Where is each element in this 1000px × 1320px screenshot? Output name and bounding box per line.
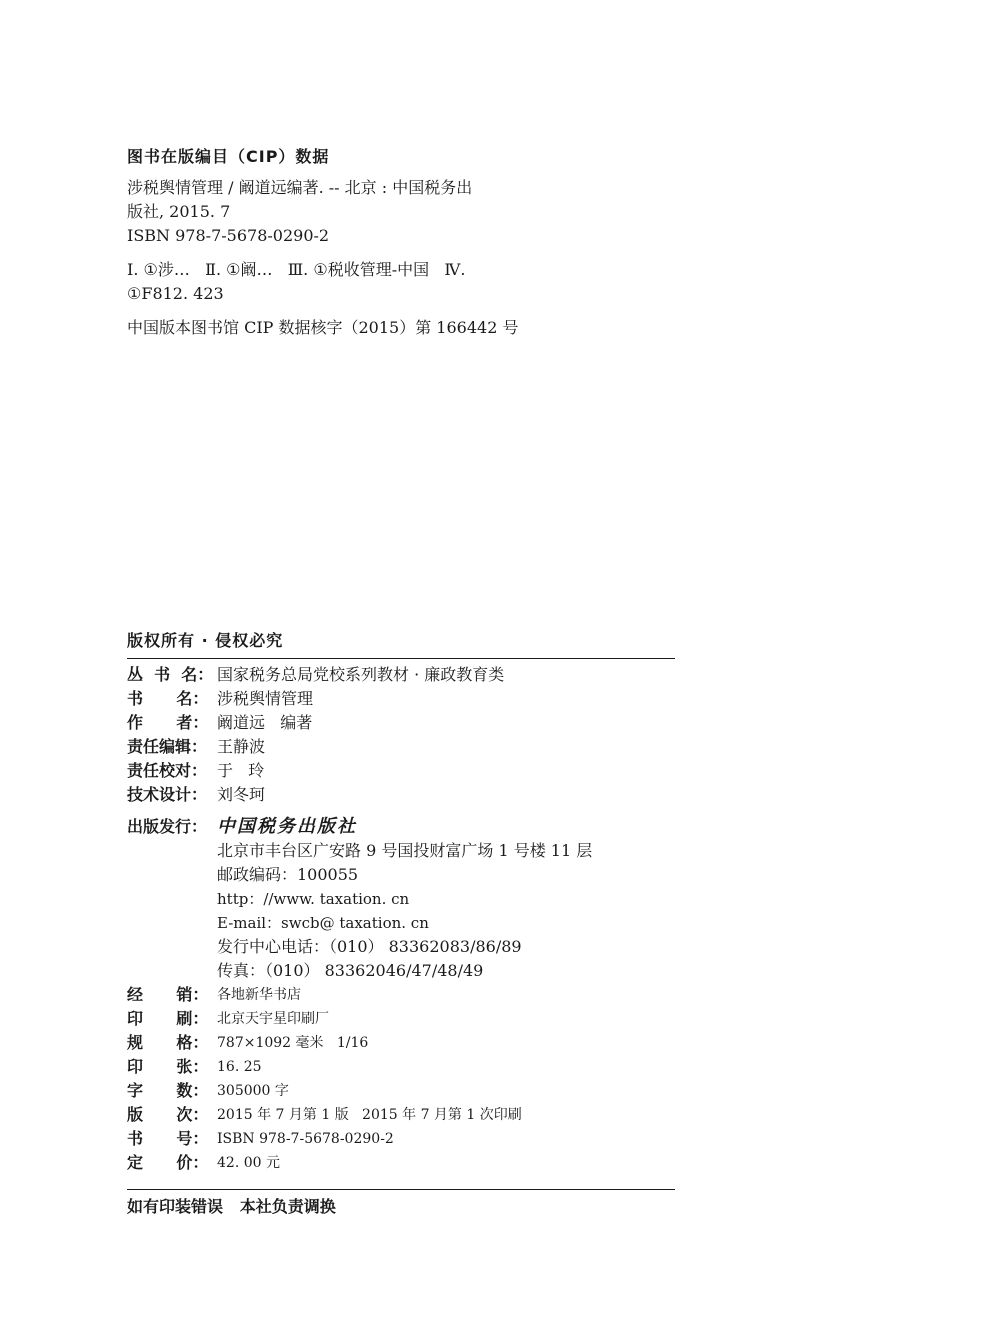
info-row-author xyxy=(127,711,675,735)
info-row-publisher xyxy=(127,815,675,839)
info-label: 丛 书 名： xyxy=(127,665,214,684)
info-label: 作 者： xyxy=(127,713,209,732)
cip-block xyxy=(127,146,687,340)
info-value: 刘冬珂 xyxy=(217,785,266,804)
info-row-format xyxy=(127,1031,675,1055)
publisher-address: 北京市丰台区广安路 9 号国投财富广场 1 号楼 11 层 xyxy=(217,841,593,860)
info-label: 规 格： xyxy=(127,1033,209,1052)
info-row-printer xyxy=(127,1007,675,1031)
publisher-postcode: 邮政编码：100055 xyxy=(217,865,359,884)
publisher-fax: 传真：（010） 83362046/47/48/49 xyxy=(217,961,484,980)
info-label: 技术设计： xyxy=(127,785,208,804)
info-value: 国家税务总局党校系列教材 · 廉政教育类 xyxy=(217,665,505,684)
info-value: 北京天宇星印刷厂 xyxy=(217,1011,329,1027)
info-label: 版 次： xyxy=(127,1105,209,1124)
info-row-title xyxy=(127,687,675,711)
divider-top xyxy=(127,658,675,659)
cip-record-number: 中国版本图书馆 CIP 数据核字（2015）第 166442 号 xyxy=(127,318,519,337)
info-label: 出版发行： xyxy=(127,817,208,836)
info-value: 42. 00 元 xyxy=(217,1155,280,1171)
info-label: 书 号： xyxy=(127,1129,209,1148)
info-label: 字 数： xyxy=(127,1081,209,1100)
info-value: 阚道远 编著 xyxy=(217,713,313,732)
info-label: 印 张： xyxy=(127,1057,209,1076)
publisher-website: http：//www. taxation. cn xyxy=(217,890,410,908)
info-label: 责任校对： xyxy=(127,761,208,780)
publisher-email: E-mail：swcb@ taxation. cn xyxy=(217,914,429,932)
divider-bottom xyxy=(127,1189,675,1190)
info-label: 经 销： xyxy=(127,985,209,1004)
info-row-distributor xyxy=(127,983,675,1007)
info-row-proofreader xyxy=(127,759,675,783)
copyright-block xyxy=(127,630,675,1175)
publisher-name-logo: 中国税务出版社 xyxy=(217,816,357,837)
info-label: 责任编辑： xyxy=(127,737,208,756)
info-label: 印 刷： xyxy=(127,1009,209,1028)
cip-classification-line-1: Ⅰ. ①涉… Ⅱ. ①阚… Ⅲ. ①税收管理-中国 Ⅳ. xyxy=(127,260,466,279)
info-label: 书 名： xyxy=(127,689,209,708)
info-value: ISBN 978-7-5678-0290-2 xyxy=(217,1131,394,1147)
info-row-price xyxy=(127,1151,675,1175)
info-row-isbn xyxy=(127,1127,675,1151)
info-label: 定 价： xyxy=(127,1153,209,1172)
cip-classification-line-2: ①F812. 423 xyxy=(127,284,224,303)
info-value: 涉税舆情管理 xyxy=(217,689,314,708)
info-value: 各地新华书店 xyxy=(217,987,301,1003)
info-value: 305000 字 xyxy=(217,1083,289,1099)
info-row-editor xyxy=(127,735,675,759)
cip-isbn: ISBN 978-7-5678-0290-2 xyxy=(127,226,330,245)
info-value: 787×1092 毫米 1/16 xyxy=(217,1035,369,1051)
cip-entry-line-1: 涉税舆情管理 / 阚道远编著. -- 北京 : 中国税务出 xyxy=(127,178,473,197)
info-row-sheets xyxy=(127,1055,675,1079)
info-row-designer xyxy=(127,783,675,807)
cip-entry-line-2: 版社, 2015. 7 xyxy=(127,202,231,221)
info-value: 王静波 xyxy=(217,737,266,756)
copyright-heading: 版权所有 · 侵权必究 xyxy=(127,631,284,650)
info-row-word-count xyxy=(127,1079,675,1103)
info-value: 16. 25 xyxy=(217,1059,262,1075)
info-value: 于 玲 xyxy=(217,761,265,780)
cip-title: 图书在版编目（CIP）数据 xyxy=(127,147,330,166)
publisher-phone: 发行中心电话：（010） 83362083/86/89 xyxy=(217,937,522,956)
info-value: 2015 年 7 月第 1 版 2015 年 7 月第 1 次印刷 xyxy=(217,1107,522,1123)
footer-notice: 如有印装错误 本社负责调换 xyxy=(127,1197,336,1216)
info-row-series xyxy=(127,663,675,687)
info-row-edition xyxy=(127,1103,675,1127)
